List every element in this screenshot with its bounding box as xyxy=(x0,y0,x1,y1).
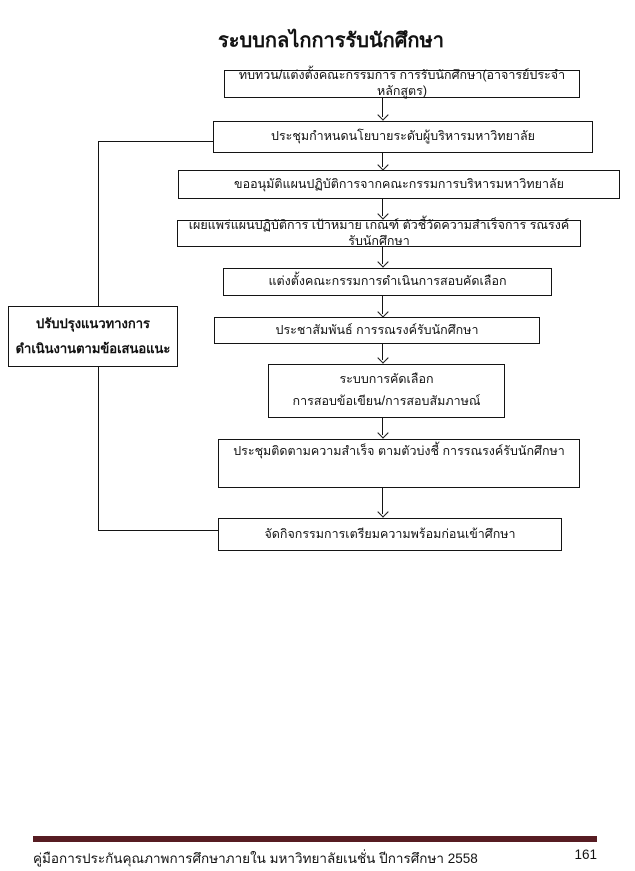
footer-rule xyxy=(33,836,597,842)
down-arrow-icon xyxy=(378,152,387,170)
side-box-line1: ปรับปรุงแนวทางการ xyxy=(35,315,150,331)
flow-box-label: แต่งตั้งคณะกรรมการดำเนินการสอบคัดเลือก xyxy=(268,274,507,289)
down-arrow-icon xyxy=(378,417,387,438)
down-arrow-icon xyxy=(378,246,387,267)
feedback-line-bottom xyxy=(98,530,219,531)
down-arrow-icon xyxy=(378,97,387,120)
flow-box-followup-meeting xyxy=(218,439,580,488)
down-arrow-icon xyxy=(378,198,387,219)
flow-box-public-relations xyxy=(214,317,540,344)
flow-box-label: ขออนุมัติแผนปฏิบัติการจากคณะกรรมการบริหารมหาวิทยาลัย xyxy=(234,176,564,191)
down-arrow-icon xyxy=(378,295,387,317)
side-box-improvement xyxy=(8,306,178,367)
down-arrow-icon xyxy=(378,487,387,517)
flow-box-label-line2: การสอบข้อเขียน/การสอบสัมภาษณ์ xyxy=(292,394,481,409)
flow-box-label: ประชาสัมพันธ์ การรณรงค์รับนักศึกษา xyxy=(275,322,479,337)
flow-box-plan-publish xyxy=(177,217,581,248)
flow-box-label: ประชุมติดตามความสำเร็จ ตามตัวบ่งชี้ การรณรงค์รับนักศึกษา xyxy=(233,444,565,458)
page-title: ระบบกลไกการรับนักศึกษา xyxy=(218,30,444,52)
footer-text: คู่มือการประกันคุณภาพการศึกษาภายใน มหาวิทยาลัยเนชั่น ปีการศึกษา 2558 xyxy=(33,851,478,866)
flow-box-label: ประชุมกำหนดนโยบายระดับผู้บริหารมหาวิทยาลัย xyxy=(271,129,535,144)
page-number: 161 xyxy=(574,847,597,862)
flow-box-preparation-activity xyxy=(218,518,562,551)
feedback-line-top xyxy=(98,141,214,142)
flow-box-label: จัดกิจกรรมการเตรียมความพร้อมก่อนเข้าศึกษา xyxy=(264,526,516,541)
flow-box-policy-meeting xyxy=(213,121,593,153)
side-box-line2: ดำเนินงานตามข้อเสนอแนะ xyxy=(15,341,171,357)
flow-box-label: ทบทวน/แต่งตั้งคณะกรรมการ การรับนักศึกษา(อาจารย์ประจำหลักสูตร) xyxy=(238,68,566,98)
flow-box-selection-committee xyxy=(223,268,552,296)
flow-box-label: เผยแพร่แผนปฏิบัติการ เป้าหมาย เกณฑ์ ตัวชี้วัดความสำเร็จการ รณรงค์รับนักศึกษา xyxy=(188,217,570,248)
flow-box-selection-system xyxy=(268,364,505,418)
down-arrow-icon xyxy=(378,343,387,363)
flow-box-plan-approval xyxy=(178,170,620,199)
flow-box-label: ระบบการคัดเลือก xyxy=(339,372,434,387)
flow-box-review-committee xyxy=(224,70,580,98)
